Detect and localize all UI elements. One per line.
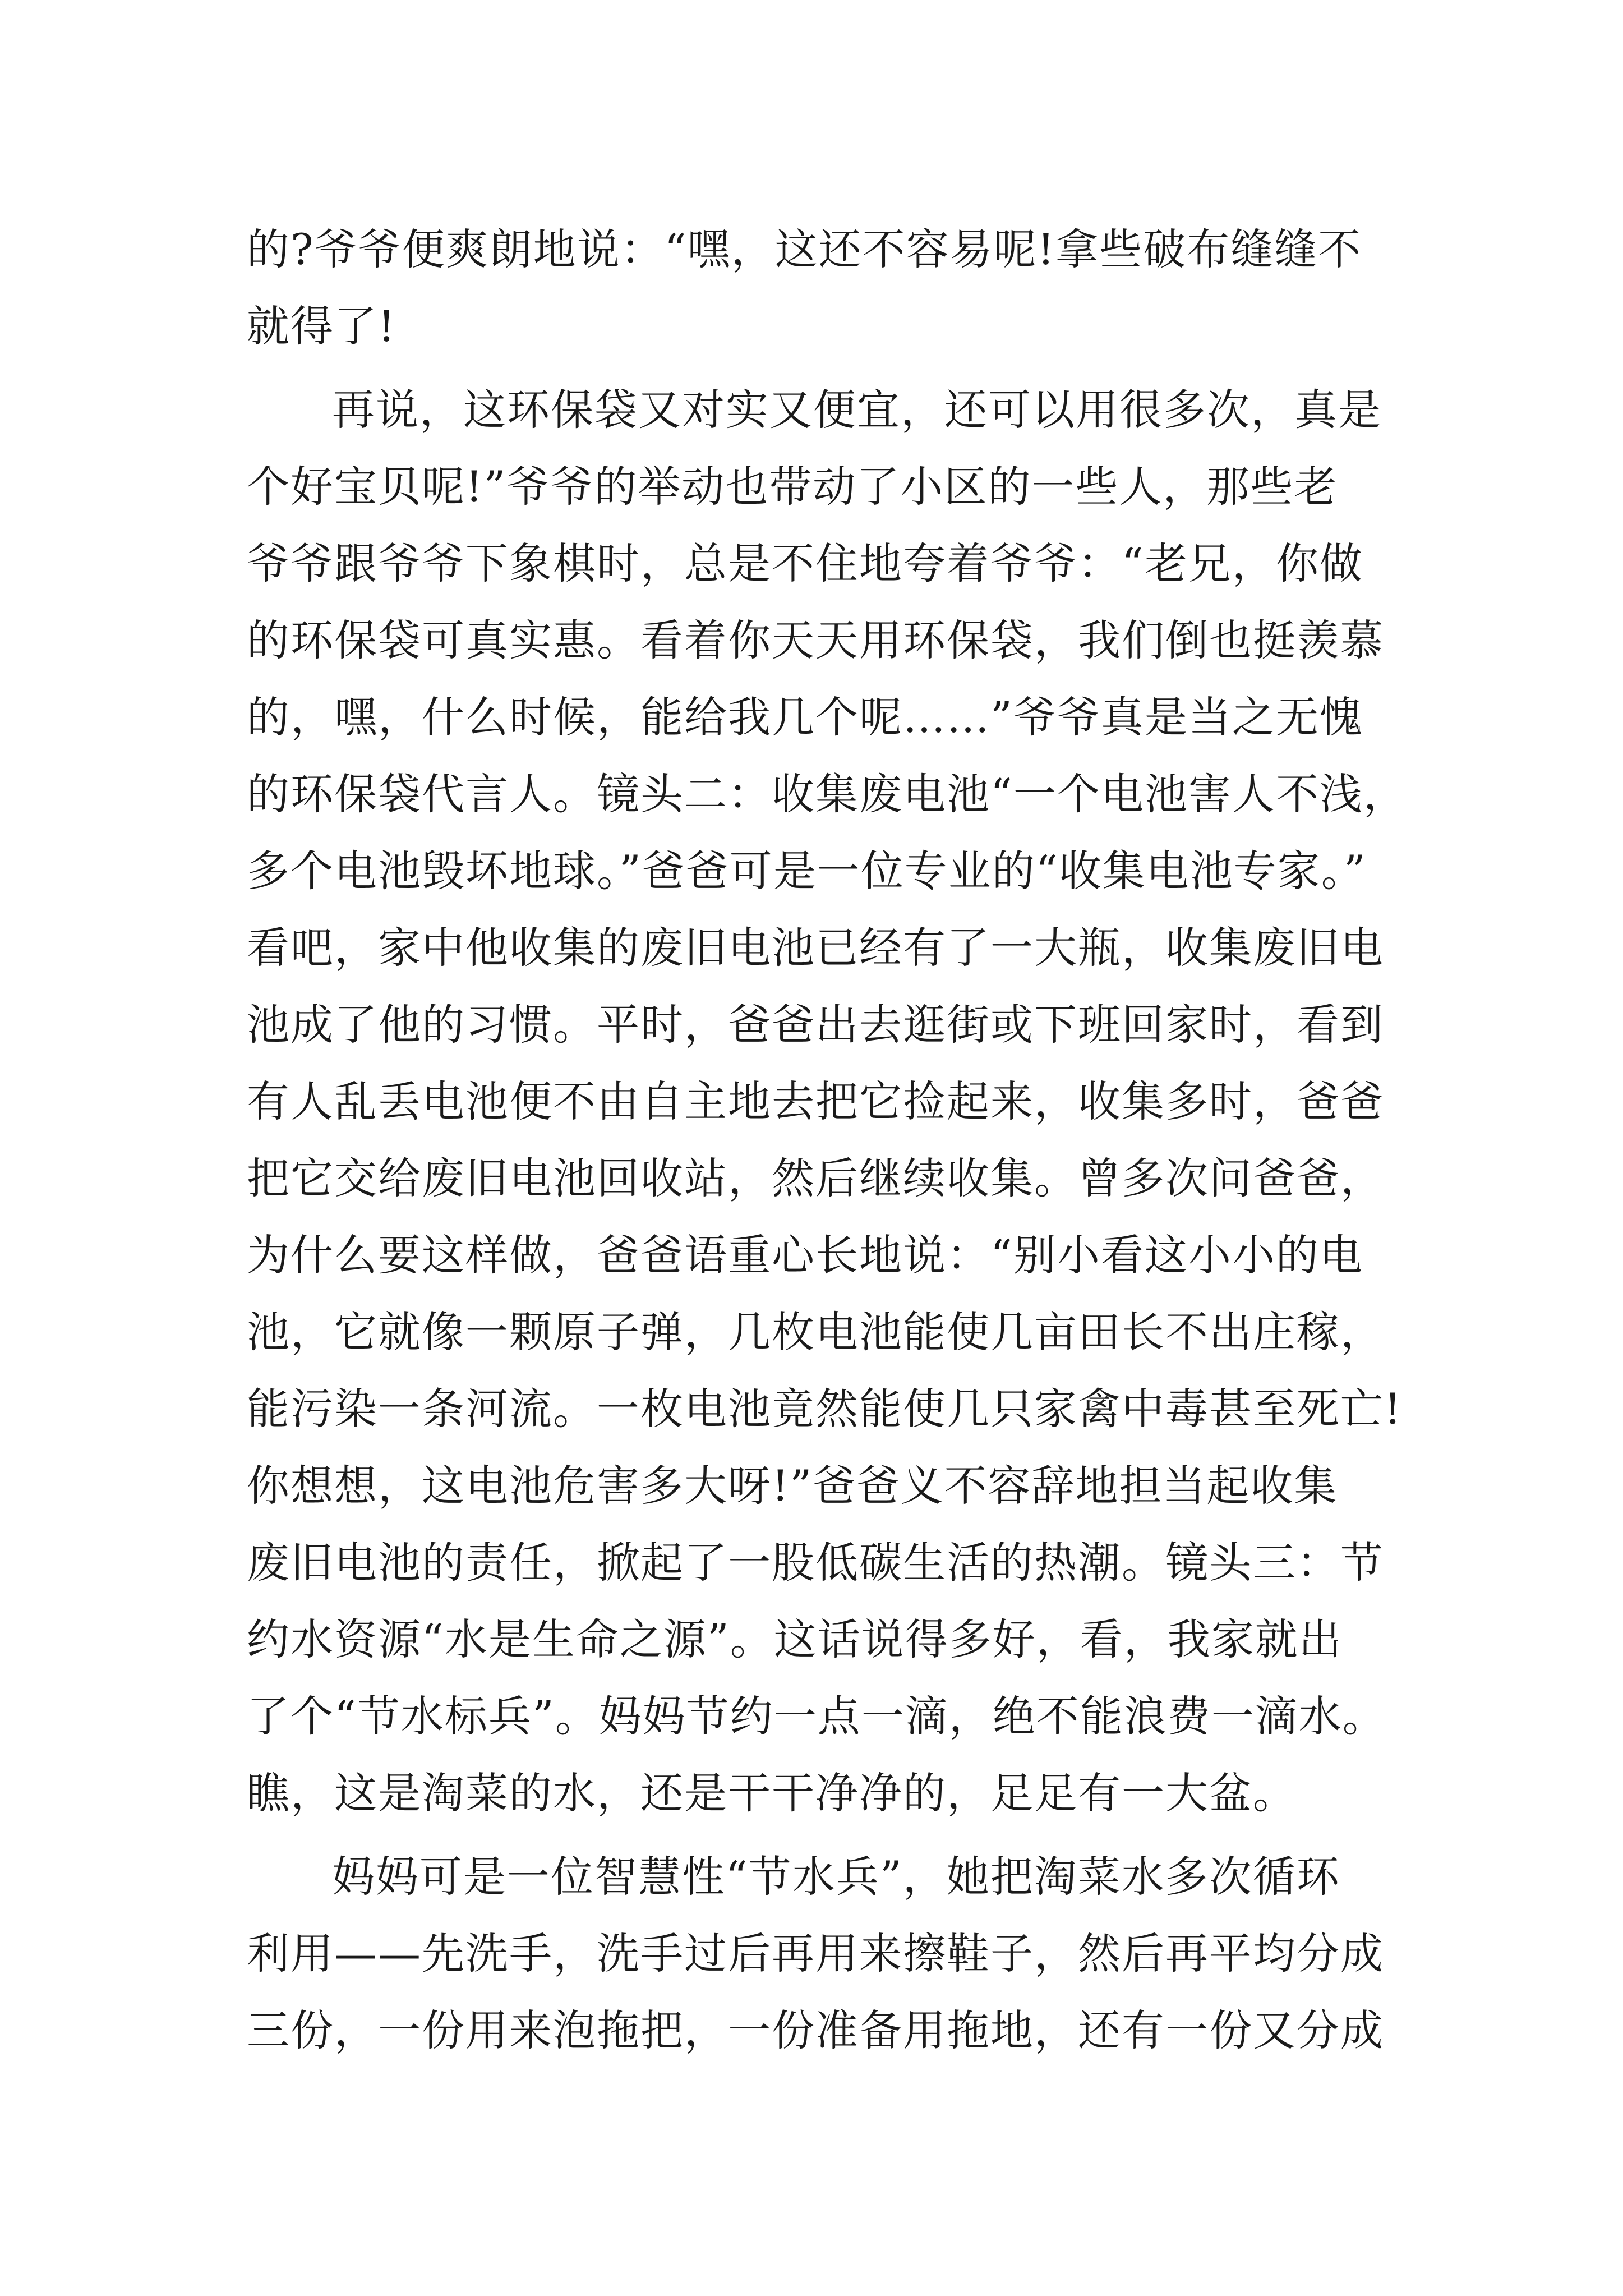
- text-line: 瞧，这是淘菜的水，还是干干净净的，足足有一大盆。: [247, 1768, 1297, 1818]
- text-line: 池成了他的习惯。平时，爸爸出去逛街或下班回家时，看到: [247, 1000, 1384, 1050]
- text-line: 的?爷爷便爽朗地说：“嘿，这还不容易呢!拿些破布缝缝不: [247, 224, 1362, 274]
- paragraph-first-line: 再说，这环保袋又对实又便宜，还可以用很多次，真是: [332, 385, 1382, 435]
- text-line: 爷爷跟爷爷下象棋时，总是不住地夸着爷爷：“老兄，你做: [247, 539, 1363, 588]
- text-line: 看吧，家中他收集的废旧电池已经有了一大瓶，收集废旧电: [247, 923, 1384, 973]
- text-line: 的环保袋代言人。镜头二：收集废电池“一个电池害人不浅，: [247, 769, 1407, 819]
- text-line: 三份，一份用来泡拖把，一份准备用拖地，还有一份又分成: [247, 2005, 1384, 2055]
- text-line: 利用——先洗手，洗手过后再用来擦鞋子，然后再平均分成: [247, 1929, 1384, 1978]
- text-line: 多个电池毁坏地球。”爸爸可是一位专业的“收集电池专家。”: [247, 846, 1367, 896]
- paragraph-first-line: 妈妈可是一位智慧性“节水兵”，她把淘菜水多次循环: [332, 1852, 1340, 1902]
- text-line: 了个“节水标兵”。妈妈节约一点一滴，绝不能浪费一滴水。: [247, 1691, 1386, 1741]
- text-line: 把它交给废旧电池回收站，然后继续收集。曾多次问爸爸，: [247, 1153, 1384, 1203]
- text-line: 有人乱丢电池便不由自主地去把它捡起来，收集多时，爸爸: [247, 1076, 1384, 1126]
- text-line: 你想想，这电池危害多大呀!”爸爸义不容辞地担当起收集: [247, 1461, 1338, 1511]
- text-line: 池，它就像一颗原子弹，几枚电池能使几亩田长不出庄稼，: [247, 1307, 1384, 1357]
- document-body: [247, 211, 1419, 2069]
- text-line: 的环保袋可真实惠。看着你天天用环保袋，我们倒也挺羡慕: [247, 615, 1384, 665]
- text-line: 能污染一条河流。一枚电池竟然能使几只家禽中毒甚至死亡!: [247, 1384, 1403, 1434]
- text-line: 废旧电池的责任，掀起了一股低碳生活的热潮。镜头三：节: [247, 1538, 1384, 1588]
- text-line: 为什么要这样做，爸爸语重心长地说：“别小看这小小的电: [247, 1230, 1363, 1280]
- text-line: 的，嘿，什么时候，能给我几个呢……”爷爷真是当之无愧: [247, 692, 1363, 742]
- text-line: 约水资源“水是生命之源”。这话说得多好，看，我家就出: [247, 1614, 1343, 1664]
- text-line: 就得了!: [247, 301, 396, 351]
- text-line: 个好宝贝呢!”爷爷的举动也带动了小区的一些人，那些老: [247, 462, 1338, 512]
